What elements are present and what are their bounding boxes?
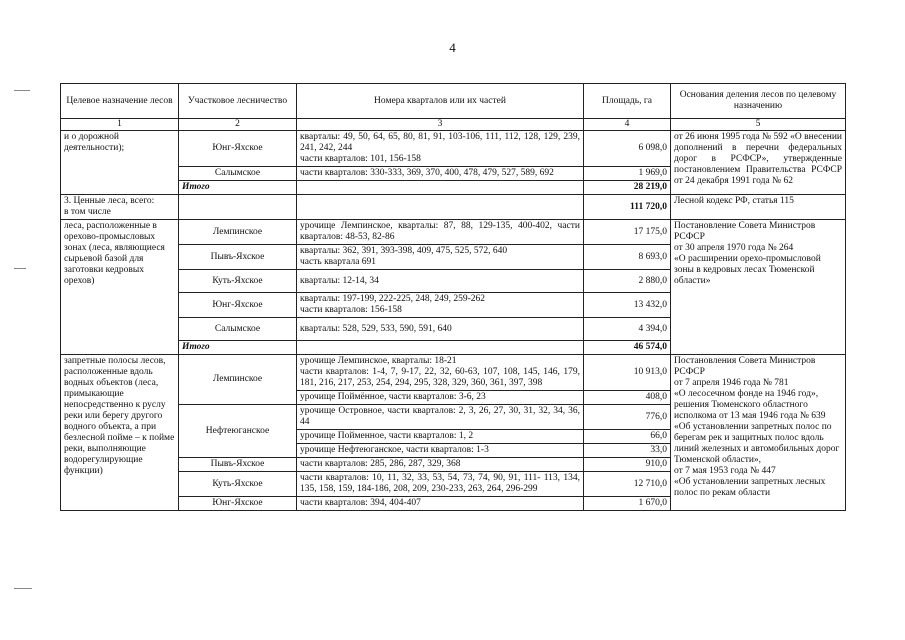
forestry-cell: Лемпинское xyxy=(179,355,297,405)
area-cell: 1 670,0 xyxy=(584,497,671,511)
margin-mark xyxy=(14,268,26,269)
header-number: 3 xyxy=(297,119,584,131)
total-area: 28 219,0 xyxy=(584,181,671,195)
quarters-cell: урочище Островное, части кварталов: 2, 3, 26, 27, 30, 31, 32, 34, 36, 44 xyxy=(297,405,584,430)
total-label: Итого xyxy=(179,341,297,355)
basis-cell: Постановление Совета Министров РСФСР от 30 апреля 1970 года № 264 «О расширении орехо-промысловой зоны в кедровых лесах Тюменской области» xyxy=(671,220,846,355)
area-cell: 1 969,0 xyxy=(584,167,671,181)
header-area: Площадь, га xyxy=(584,84,671,119)
quarters-cell: кварталы: 362, 391, 393-398, 409, 475, 525, 572, 640 часть квартала 691 xyxy=(297,245,584,270)
quarters-cell: урочище Лемпинское, кварталы: 87, 88, 129-135, 400-402, части кварталов: 48-53, 82-86 xyxy=(297,220,584,245)
quarters-cell: части кварталов: 285, 286, 287, 329, 368 xyxy=(297,458,584,472)
forestry-cell: Юнг-Яхское xyxy=(179,293,297,318)
table-row xyxy=(61,195,846,220)
forestry-cell: Куть-Яхское xyxy=(179,270,297,293)
quarters-cell: части кварталов: 394, 404-407 xyxy=(297,497,584,511)
table-header-row xyxy=(61,84,846,119)
margin-mark xyxy=(14,588,32,589)
quarters-cell: кварталы: 49, 50, 64, 65, 80, 81, 91, 103-106, 111, 112, 128, 129, 239, 241, 242, 244 части кварталов: 101, 156-158 xyxy=(297,131,584,167)
area-cell: 910,0 xyxy=(584,458,671,472)
area-cell: 10 913,0 xyxy=(584,355,671,391)
forestry-cell: Салымское xyxy=(179,167,297,181)
empty-cell xyxy=(297,341,584,355)
forestry-cell: Юнг-Яхское xyxy=(179,131,297,167)
area-cell: 6 098,0 xyxy=(584,131,671,167)
purpose-cell: запретные полосы лесов, расположенные вдоль водных объектов (леса, примыкающие непосредственно к руслу реки или берегу другого водного объекта, а при безлесной пойме – к пойме реки, выполняющие водорегулирующие функции) xyxy=(61,355,179,511)
quarters-cell: части кварталов: 10, 11, 32, 33, 53, 54, 73, 74, 90, 91, 111- 113, 134, 135, 158, 159, 184-186, 208, 209, 230-233, 263, 264, 296-299 xyxy=(297,472,584,497)
empty-cell xyxy=(297,181,584,195)
basis-cell: Лесной кодекс РФ, статья 115 xyxy=(671,195,846,220)
forestry-cell: Нефтеюганское xyxy=(179,405,297,458)
header-number: 5 xyxy=(671,119,846,131)
area-cell: 13 432,0 xyxy=(584,293,671,318)
area-cell: 4 394,0 xyxy=(584,318,671,341)
total-label: Итого xyxy=(179,181,297,195)
header-number: 4 xyxy=(584,119,671,131)
basis-cell: Постановления Совета Министров РСФСР от 7 апреля 1946 года № 781 «О лесосечном фонде на 1946 год», решения Тюменского областного исполкома от 13 мая 1946 года № 639 «Об установлении запретных полос по берегам рек и защитных полос вдоль линий железных и автомобильных дорог Тюменской области», от 7 мая 1953 года № 447 «Об установлении запретных лесных полос по рекам области xyxy=(671,355,846,511)
empty-cell xyxy=(179,195,297,220)
margin-mark xyxy=(14,90,30,91)
quarters-cell: урочище Пойменное, части кварталов: 1, 2 xyxy=(297,430,584,444)
area-cell: 8 693,0 xyxy=(584,245,671,270)
header-number: 2 xyxy=(179,119,297,131)
quarters-cell: кварталы: 528, 529, 533, 590, 591, 640 xyxy=(297,318,584,341)
purpose-cell: 3. Ценные леса, всего: в том числе xyxy=(61,195,179,220)
forestry-cell: Лемпинское xyxy=(179,220,297,245)
page-number: 4 xyxy=(449,40,456,55)
header-quarters: Номера кварталов или их частей xyxy=(297,84,584,119)
forest-purpose-table xyxy=(60,83,846,511)
purpose-cell: и о дорожной деятельности); xyxy=(61,131,179,195)
area-cell: 2 880,0 xyxy=(584,270,671,293)
quarters-cell: урочище Поймённое, части кварталов: 3-6, 23 xyxy=(297,391,584,405)
area-cell: 408,0 xyxy=(584,391,671,405)
basis-cell: от 26 июня 1995 года № 592 «О внесении дополнений в перечни федеральных дорог в РСФСР», утвержденные постановлением Правительства РСФСР от 24 декабря 1991 года № 62 xyxy=(671,131,846,195)
table-row xyxy=(61,220,846,245)
header-basis: Основания деления лесов по целевому назначению xyxy=(671,84,846,119)
area-cell: 776,0 xyxy=(584,405,671,430)
header-forestry: Участковое лесничество xyxy=(179,84,297,119)
area-cell: 33,0 xyxy=(584,444,671,458)
table-row xyxy=(61,355,846,391)
forestry-cell: Юнг-Яхское xyxy=(179,497,297,511)
header-purpose: Целевое назначение лесов xyxy=(61,84,179,119)
quarters-cell: урочище Нефтеюганское, части кварталов: 1-3 xyxy=(297,444,584,458)
forestry-cell: Пывъ-Яхское xyxy=(179,245,297,270)
quarters-cell: кварталы: 197-199, 222-225, 248, 249, 259-262 части кварталов: 156-158 xyxy=(297,293,584,318)
quarters-cell: части кварталов: 330-333, 369, 370, 400, 478, 479, 527, 589, 692 xyxy=(297,167,584,181)
header-number: 1 xyxy=(61,119,179,131)
quarters-cell: кварталы: 12-14, 34 xyxy=(297,270,584,293)
area-cell: 17 175,0 xyxy=(584,220,671,245)
header-number-row xyxy=(61,119,846,131)
area-cell: 66,0 xyxy=(584,430,671,444)
total-area: 46 574,0 xyxy=(584,341,671,355)
area-cell: 12 710,0 xyxy=(584,472,671,497)
forestry-cell: Пывъ-Яхское xyxy=(179,458,297,472)
quarters-cell: урочище Лемпинское, кварталы: 18-21 части кварталов: 1-4, 7, 9-17, 22, 32, 60-63, 107, 108, 145, 146, 179, 181, 216, 217, 253, 254, 294, 295, 328, 329, 360, 361, 397, 398 xyxy=(297,355,584,391)
area-cell: 111 720,0 xyxy=(584,195,671,220)
table-row xyxy=(61,131,846,167)
forestry-cell: Куть-Яхское xyxy=(179,472,297,497)
forestry-cell: Салымское xyxy=(179,318,297,341)
purpose-cell: леса, расположенные в орехово-промысловых зонах (леса, являющиеся сырьевой базой для заготовки кедровых орехов) xyxy=(61,220,179,355)
empty-cell xyxy=(297,195,584,220)
